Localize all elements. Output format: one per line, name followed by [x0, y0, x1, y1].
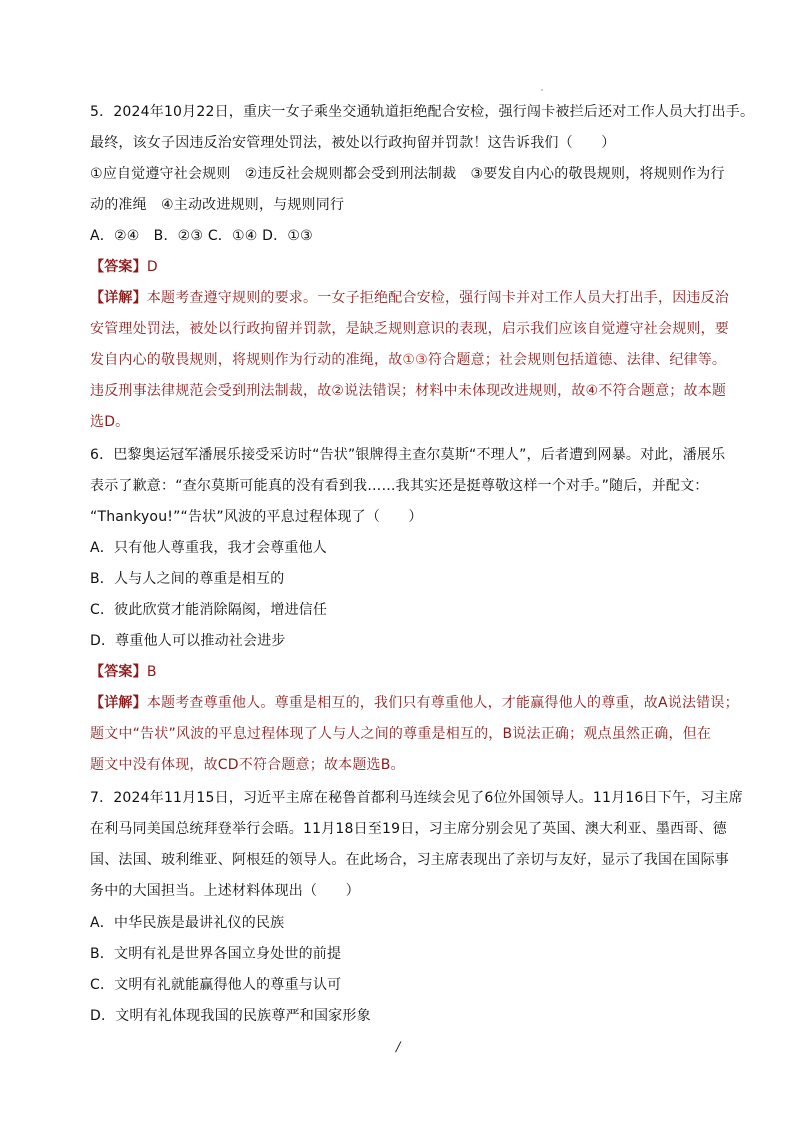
- explain-text: 发自内心的敬畏规则，将规则作为行动的准绳，故: [90, 352, 403, 368]
- question-5-explain-line-5: 选D。: [90, 414, 130, 430]
- question-7-line-4: 务中的大国担当。上述材料体现出（ ）: [90, 883, 360, 899]
- question-stem-text: 2024年10月22日，重庆一女子乘坐交通轨道拒绝配合安检，强行闯卡被拦后还对工作人员大打出手。: [113, 104, 755, 120]
- question-7-line-1: [90, 788, 743, 808]
- explain-label: 【详解】: [90, 695, 147, 711]
- question-6-option-d: D．尊重他人可以推动社会进步: [90, 633, 286, 649]
- scan-speck: [541, 89, 543, 91]
- question-stem-text: 2024年11月15日，习近平主席在秘鲁首都利马连续会见了6位外国领导人。11月16日下午，习主席: [113, 790, 743, 806]
- question-7-line-2: 在利马同美国总统拜登举行会晤。11月18日至19日，习主席分别会见了英国、澳大利亚、墨西哥、德: [90, 821, 727, 837]
- explain-highlight: ①③: [402, 352, 428, 368]
- answer-value: B: [146, 664, 157, 680]
- question-5-line-4: 动的准绳 ④主动改进规则，与规则同行: [90, 197, 345, 213]
- question-6-answer: [90, 662, 157, 682]
- question-stem-text: 巴黎奥运冠军潘展乐接受采访时“告状”银牌得主查尔莫斯“不理人”，后者遭到网暴。对此，潘展乐: [113, 447, 726, 463]
- explain-label: 【详解】: [90, 290, 147, 306]
- question-6-option-c: C．彼此欣赏才能消除隔阂，增进信任: [90, 602, 328, 618]
- question-6-line-3: “Thankyou!”“告状”风波的平息过程体现了（ ）: [90, 509, 423, 525]
- explain-text: 本题考查尊重他人。尊重是相互的，我们只有尊重他人，才能赢得他人的尊重，故A说法错误；: [146, 695, 739, 711]
- explain-text: 本题考查遵守规则的要求。一女子拒绝配合安检，强行闯卡并对工作人员大打出手，因违反治: [146, 290, 730, 306]
- question-6-explain-line-3: 题文中没有体现，故CD不符合题意；故本题选B。: [90, 757, 405, 773]
- question-5-explain-line-2: 安管理处罚法，被处以行政拘留并罚款，是缺乏规则意识的表现，启示我们应该自觉遵守社会规则，要: [90, 321, 729, 337]
- question-5-line-3: ①应自觉遵守社会规则 ②违反社会规则都会受到刑法制裁 ③要发自内心的敬畏规则，将规则作为行: [90, 166, 725, 182]
- answer-label: 【答案】: [90, 664, 147, 680]
- question-5-explain-line-3: [90, 350, 726, 370]
- question-6-explain-line-2: 题文中“告状”风波的平息过程体现了人与人之间的尊重是相互的，B说法正确；观点虽然正确，但在: [90, 726, 712, 742]
- question-7-option-d: D．文明有礼体现我国的民族尊严和国家形象: [90, 1008, 371, 1024]
- question-5-answer: [90, 257, 158, 277]
- question-6-option-a: A．只有他人尊重我，我才会尊重他人: [90, 540, 327, 556]
- question-6-line-2: 表示了歉意：“查尔莫斯可能真的没有看到我……我其实还是挺尊敬这样一个对手。”随后，并配文：: [90, 478, 709, 494]
- answer-value: D: [146, 259, 158, 275]
- question-6-explain-line-1: [90, 693, 739, 713]
- page-number: /: [396, 1040, 401, 1055]
- question-7-line-3: 国、法国、玻利维亚、阿根廷的领导人。在此场合，习主席表现出了亲切与友好，显示了我国在国际事: [90, 852, 729, 868]
- question-number: 6．: [90, 447, 114, 463]
- question-6-option-b: B．人与人之间的尊重是相互的: [90, 571, 285, 587]
- question-7-option-c: C．文明有礼就能赢得他人的尊重与认可: [90, 977, 342, 993]
- question-5-explain-line-4: 违反刑事法律规范会受到刑法制裁，故②说法错误；材料中未体现改进规则，故④不符合题意；故本题: [90, 383, 727, 399]
- question-5-explain-line-1: [90, 288, 729, 308]
- question-number: 7．: [90, 790, 114, 806]
- question-5-line-2: 最终，该女子因违反治安管理处罚法，被处以行政拘留并罚款！这告诉我们（ ）: [90, 135, 616, 151]
- explain-text: 符合题意；社会规则包括道德、法律、纪律等。: [427, 352, 727, 368]
- question-5-options: A．②④ B．②③ C．①④ D．①③: [90, 228, 313, 244]
- question-6-line-1: [90, 445, 725, 465]
- question-7-option-a: A．中华民族是最讲礼仪的民族: [90, 915, 285, 931]
- answer-label: 【答案】: [90, 259, 147, 275]
- question-7-option-b: B．文明有礼是世界各国立身处世的前提: [90, 946, 342, 962]
- question-5-line-1: [90, 102, 754, 122]
- question-number: 5．: [90, 104, 114, 120]
